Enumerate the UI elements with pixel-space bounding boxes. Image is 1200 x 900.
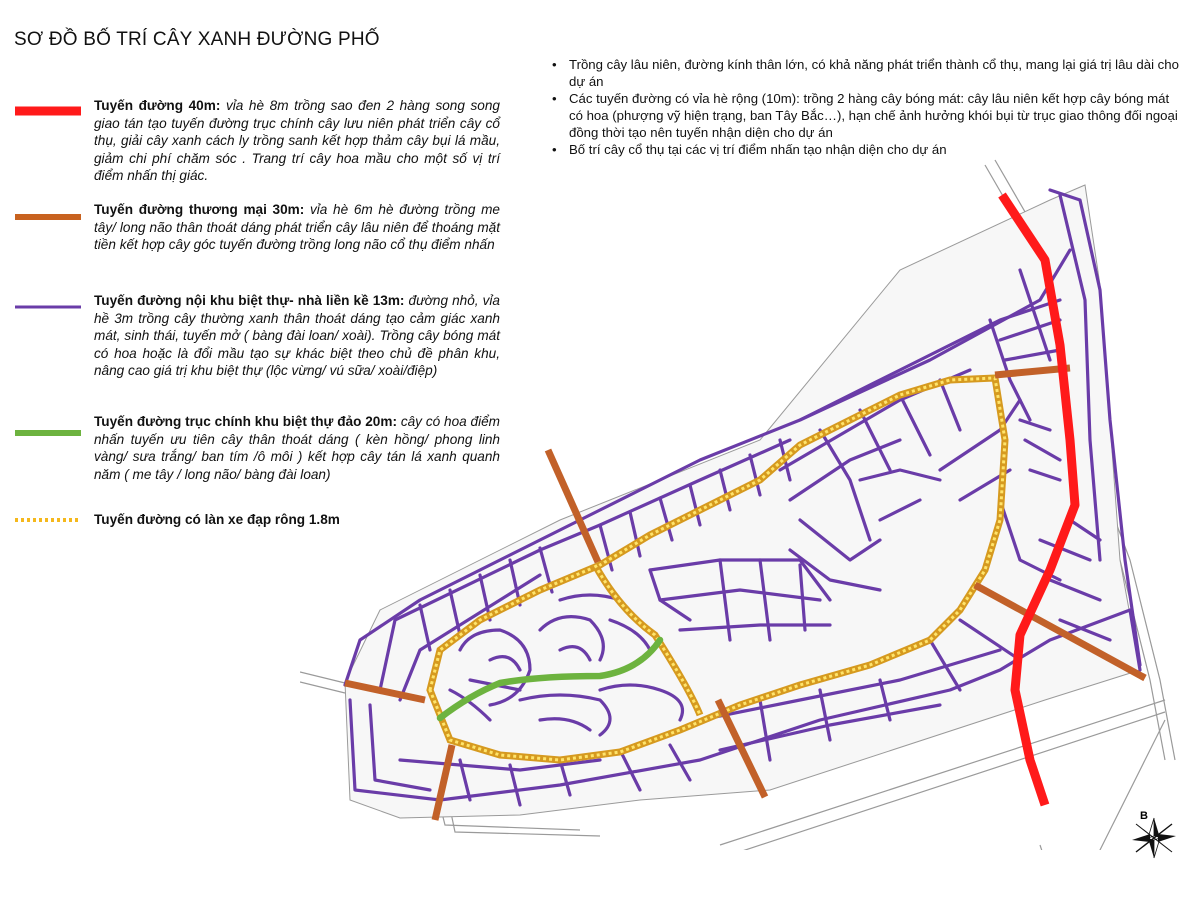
legend-name: Tuyến đường 40m: [94, 98, 221, 113]
bullet-icon: • [552, 142, 557, 157]
map-title: SƠ ĐỒ BỐ TRÍ CÂY XANH ĐƯỜNG PHỐ [14, 29, 380, 50]
legend-name: Tuyến đường thương mại 30m: [94, 202, 305, 217]
notes-list [552, 56, 1182, 158]
legend-description: vỉa hè 6m hè đường trồng me tây/ long não thân thoát dáng phát triển cây lâu niên để thoáng mặt tiền kết hợp cây góc tuyến đường trồng long não cổ thụ điểm nhấn [94, 202, 500, 252]
site-plan-map [300, 150, 1180, 850]
note-item: • Các tuyến đường có vỉa hè rộng (10m): trồng 2 hàng cây bóng mát: cây lâu niên kết hợp cây bóng mát có hoa (phượng vỹ hiện trạng, ban Tây Bắc…), hạn chế ảnh hưởng khói bụi từ trục giao thông đối ngoại đồng thời tạo nên tuyến nhận diện cho dự án [552, 91, 1178, 140]
legend-swatch-dotted-line [14, 516, 82, 524]
legend-name: Tuyến đường trục chính khu biệt thự đảo 20m: [94, 414, 397, 429]
compass-label: B [1140, 810, 1148, 822]
legend-swatch-green-line [14, 428, 82, 438]
note-item: • Bố trí cây cổ thụ tại các vị trí điểm nhấn tạo nhận diện cho dự án [552, 142, 947, 157]
north-arrow-icon [1118, 806, 1188, 866]
legend-description: cây có hoa điểm nhấn tuyến ưu tiên cây thân thoát dáng ( kèn hồng/ phong linh vàng/ sưa trắng/ ban tím /ô môi ) kết hợp cây tán lá xanh quanh năm ( me tây / long não/ bàng đài loan) [94, 414, 500, 482]
legend-description: đường nhỏ, vỉa hề 3m trồng cây thường xanh thân thoát dáng tạo cảm giác xanh mát, sinh thái, tuyến mở ( bàng đài loan/ xoài). Trồng cây bóng mát có hoa hoặc là đổi mầu tạo sự khác biệt theo chủ đề phân khu, nâng cao giá trị khu biệt thự (lộc vừng/ vú sữa/ xoài/điệp) [94, 293, 500, 378]
legend-name: Tuyến đường có làn xe đạp rông 1.8m [94, 512, 340, 527]
legend-swatch-purple-line [14, 303, 82, 311]
legend-name: Tuyến đường nội khu biệt thự- nhà liền kề 13m: [94, 293, 405, 308]
legend-description: vỉa hè 8m trồng sao đen 2 hàng song song giao tán tạo tuyến đường trục chính cây lưu niên phát triển cây cổ thụ, giải cây xanh cách ly trồng sanh kết hợp thảm cây bụi lá mầu, giảm chi phí chăm sóc . Trang trí cây hoa mầu cho một số vị trí điểm nhấn thị giác. [94, 98, 500, 183]
legend-swatch-brown-line [14, 212, 82, 222]
note-item: • Trồng cây lâu niên, đường kính thân lớn, có khả năng phát triển thành cổ thụ, mang lại giá trị lâu dài cho dự án [552, 57, 1179, 89]
legend-swatch-red-line [14, 105, 82, 117]
bullet-icon: • [552, 57, 557, 72]
bullet-icon: • [552, 91, 557, 106]
